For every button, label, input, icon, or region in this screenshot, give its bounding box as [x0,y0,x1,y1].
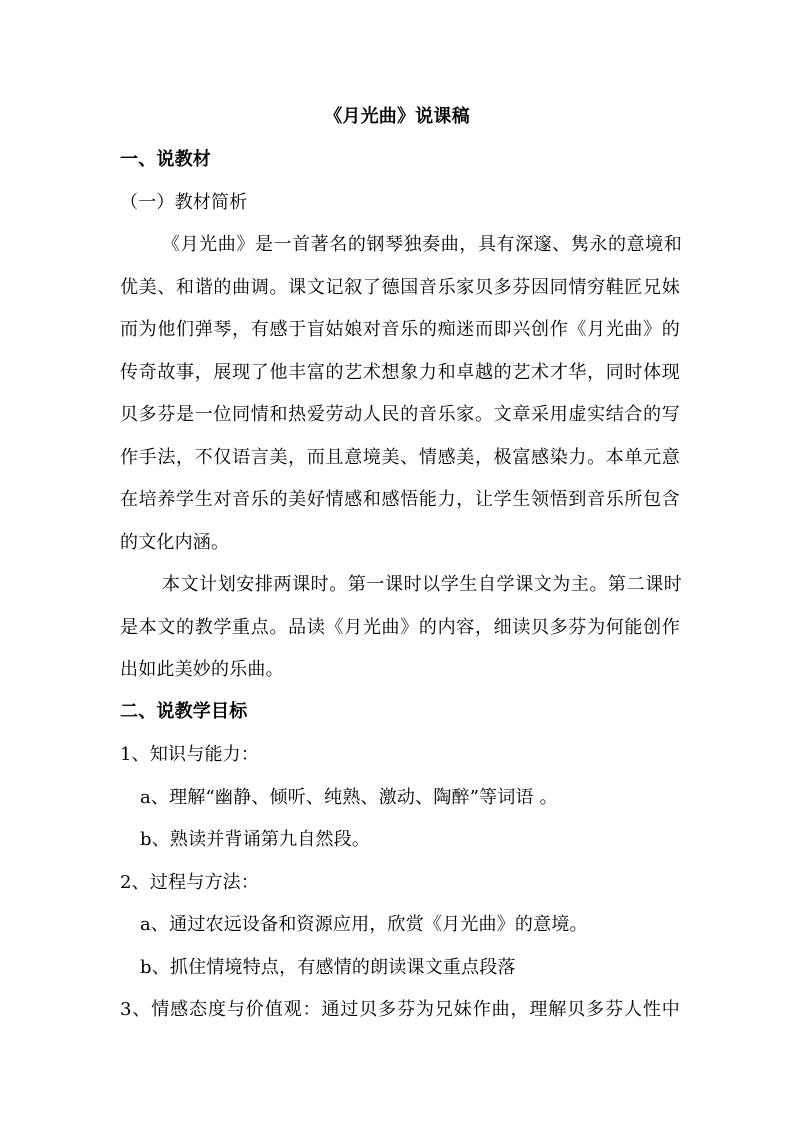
paragraph-line: 在培养学生对音乐的美好情感和感悟能力，让学生领悟到音乐所包含 [120,489,680,510]
paragraph-line: 的文化内涵。 [120,532,230,553]
paragraph-line: 优美、和谐的曲调。课文记叙了德国音乐家贝多芬因同情穷鞋匠兄妹 [120,277,680,298]
document-title: 《月光曲》说课稿 [324,106,470,127]
goal-item-emotion: 3、情感态度与价值观：通过贝多芬为兄妹作曲，理解贝多芬人性中 [120,999,680,1020]
paragraph-line: 作手法，不仅语言美，而且意境美、情感美，极富感染力。本单元意 [120,447,680,468]
section-heading-teaching-material: 一、说教材 [120,149,211,170]
goal-item-knowledge: 1、知识与能力： [120,744,260,765]
subsection-heading-material-analysis: （一）教材简析 [120,192,248,213]
paragraph-line: 《月光曲》是一首著名的钢琴独奏曲，具有深邃、隽永的意境和 [162,234,682,255]
goal-subitem: a、通过农远设备和资源应用，欣赏《月光曲》的意境。 [140,914,588,935]
paragraph-line: 是本文的教学重点。品读《月光曲》的内容，细读贝多芬为何能创作 [120,617,680,638]
goal-item-process: 2、过程与方法： [120,872,260,893]
paragraph-line: 而为他们弹琴，有感于盲姑娘对音乐的痴迷而即兴创作《月光曲》的 [120,319,680,340]
paragraph-line: 本文计划安排两课时。第一课时以学生自学课文为主。第二课时 [162,574,682,595]
paragraph-line: 贝多芬是一位同情和热爱劳动人民的音乐家。文章采用虚实结合的写 [120,404,680,425]
paragraph-line: 传奇故事，展现了他丰富的艺术想象力和卓越的艺术才华，同时体现 [120,362,680,383]
paragraph-line: 出如此美妙的乐曲。 [120,659,284,680]
section-heading-teaching-goals: 二、说教学目标 [120,701,248,722]
goal-subitem: a、理解“幽静、倾听、纯熟、激动、陶醉”等词语 。 [140,787,558,808]
goal-subitem: b、抓住情境特点，有感情的朗读课文重点段落 [140,957,516,978]
goal-subitem: b、熟读并背诵第九自然段。 [140,829,371,850]
